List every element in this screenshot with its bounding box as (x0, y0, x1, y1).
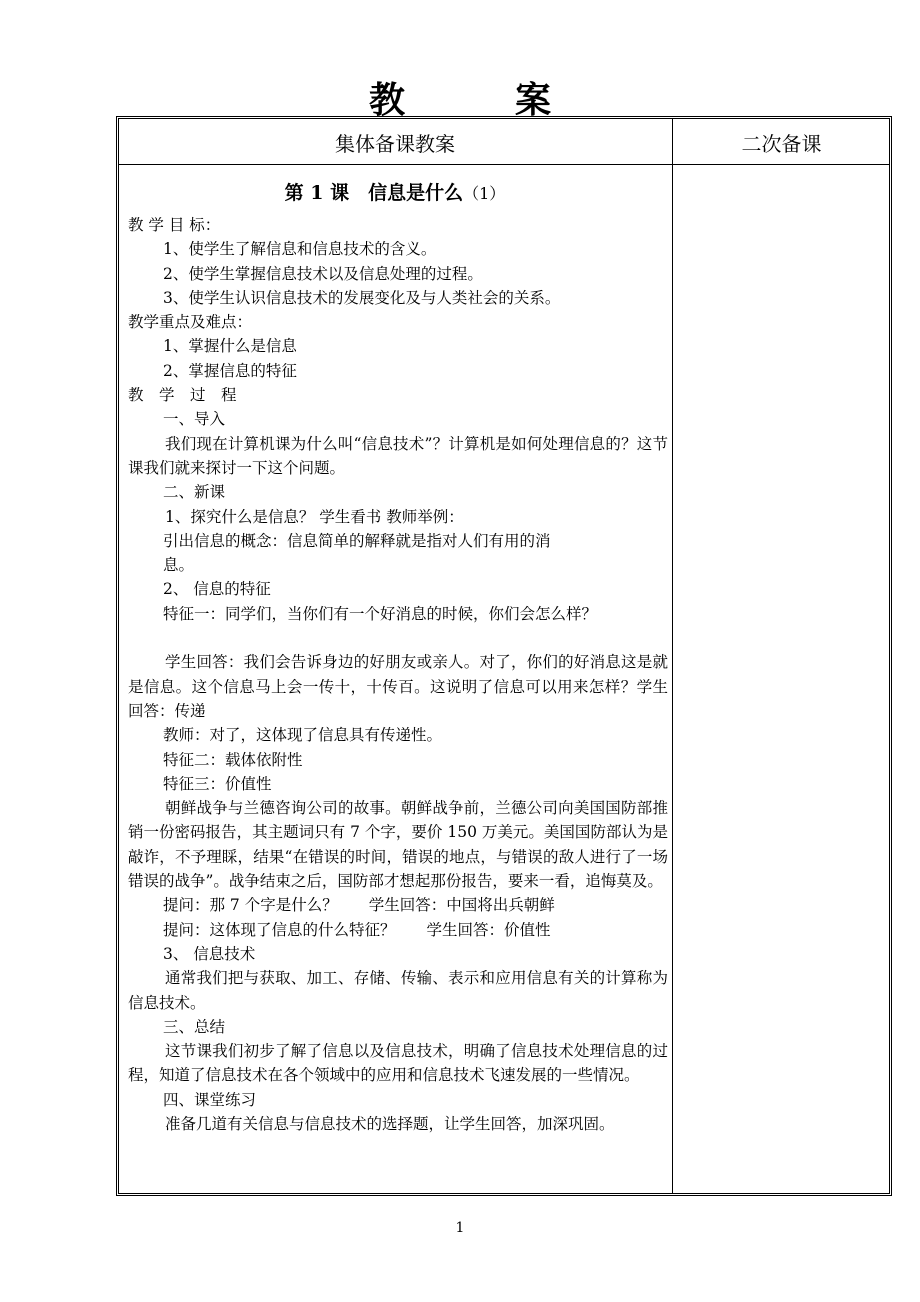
title-char-2: 案 (515, 79, 552, 121)
teacher-transmission-line: 教师：对了，这体现了信息具有传递性。 (163, 726, 443, 745)
korean-war-story: 朝鲜战争与兰德咨询公司的故事。朝鲜战争前，兰德公司向美国国防部推销一份密码报告，其主题词只有 7 个字，要价 150 万美元。美国国防部认为是敲诈，不予理睬，结果“在错误的时间，错误的地点，与错误的敌人进行了一场错误的战争”。战争结束之后，国防部才想起那份报告，要来一看，追悔莫及。 (128, 799, 668, 891)
exercise-paragraph: 准备几道有关信息与信息技术的选择题，让学生回答，加深巩固。 (165, 1114, 615, 1133)
feature-2-line: 特征二：载体依附性 (163, 750, 303, 769)
keypoint-1: 1、掌握什么是信息 (163, 337, 297, 356)
step-new-lesson-heading: 二、新课 (163, 483, 226, 502)
info-technology-heading: 3、 信息技术 (163, 944, 256, 963)
section-process-heading: 教 学 过 程 (128, 386, 237, 405)
info-features-heading: 2、 信息的特征 (163, 580, 271, 599)
col-header-collective-lesson-plan: 集体备课教案 (335, 132, 455, 156)
student-answer-paragraph: 学生回答：我们会告诉身边的好朋友或亲人。对了，你们的好消息这是就是信息。这个信息马上会一传十，十传百。这说明了信息可以用来怎样？学生回答：传递 (128, 653, 668, 720)
col-header-second-preparation: 二次备课 (741, 132, 822, 156)
objective-1: 1、使学生了解信息和信息技术的含义。 (163, 240, 437, 259)
objective-2: 2、使学生掌握信息技术以及信息处理的过程。 (163, 264, 483, 283)
keypoint-2: 2、掌握信息的特征 (163, 361, 297, 380)
lesson-number: （1） (463, 184, 506, 203)
question-seven-chars: 提问：那 7 个字是什么？ 学生回答：中国将出兵朝鲜 (163, 896, 555, 915)
column-divider (672, 118, 673, 1194)
intro-paragraph: 我们现在计算机课为什么叫“信息技术”？计算机是如何处理信息的？这节课我们就来探讨一下这个问题。 (128, 434, 668, 477)
info-technology-definition: 通常我们把与获取、加工、存储、传输、表示和应用信息有关的计算称为信息技术。 (128, 969, 668, 1012)
header-divider (118, 164, 890, 165)
section-objectives-heading: 教 学 目 标： (128, 216, 221, 234)
step-intro-heading: 一、导入 (163, 410, 226, 429)
explore-info-line: 1、探究什么是信息？ 学生看书 教师举例： (165, 507, 464, 526)
step-exercise-heading: 四、课堂练习 (163, 1090, 257, 1109)
info-concept-line: 引出信息的概念：信息简单的解释就是指对人们有用的消 (163, 531, 551, 550)
page-number: 1 (455, 1220, 465, 1236)
section-keypoints-heading: 教学重点及难点： (128, 313, 253, 332)
summary-paragraph: 这节课我们初步了解了信息以及信息技术，明确了信息技术处理信息的过程，知道了信息技术在各个领域中的应用和信息技术飞速发展的一些情况。 (128, 1042, 668, 1085)
info-concept-line-end: 息。 (163, 556, 195, 575)
step-summary-heading: 三、总结 (163, 1017, 226, 1036)
feature-3-line: 特征三：价值性 (163, 774, 272, 793)
title-char-1: 教 (368, 79, 405, 121)
question-feature: 提问：这体现了信息的什么特征？ 学生回答：价值性 (163, 920, 551, 939)
lesson-title (118, 178, 672, 205)
lesson-content (128, 213, 668, 1196)
objective-3: 3、使学生认识信息技术的发展变化及与人类社会的关系。 (163, 288, 561, 307)
feature-1-question: 特征一：同学们，当你们有一个好消息的时候，你们会怎么样？ (163, 604, 598, 623)
lesson-title-text: 第 1 课 信息是什么 (284, 182, 464, 204)
